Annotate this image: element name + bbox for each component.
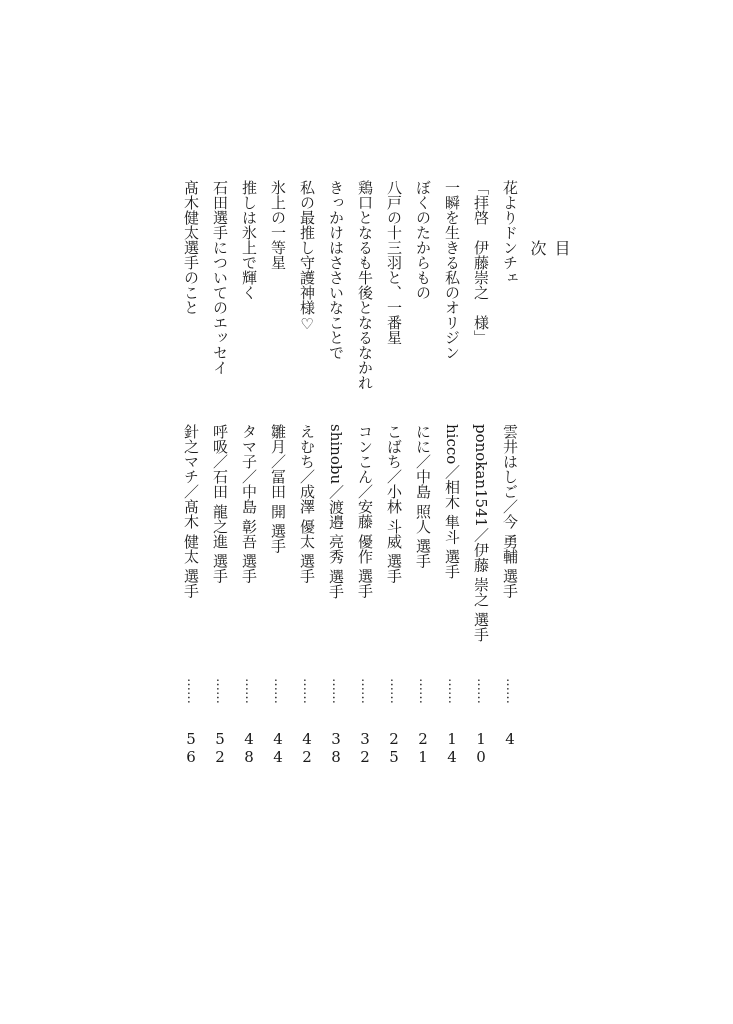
entry-leader: …… bbox=[213, 678, 228, 704]
entry-title: きっかけはささいなことで bbox=[327, 180, 345, 360]
entry-author: タマ子／中島 彰吾 選手 bbox=[240, 424, 258, 584]
entry-author: えむち／成澤 優太 選手 bbox=[298, 424, 316, 584]
entry-leader: …… bbox=[358, 678, 373, 704]
entry-title: 鶏口となるも牛後となるなかれ bbox=[356, 180, 374, 390]
entry-page-number: 25 bbox=[385, 730, 403, 766]
entry-leader: …… bbox=[416, 678, 431, 704]
entry-title: 「拝啓 伊藤崇之 様」 bbox=[472, 180, 490, 345]
entry-page-number: 52 bbox=[211, 730, 229, 766]
entry-author: shinobu／渡邉 亮秀 選手 bbox=[327, 424, 345, 599]
toc-entry[interactable] bbox=[237, 180, 261, 780]
toc-entry[interactable] bbox=[208, 180, 232, 780]
entry-page-number: 44 bbox=[269, 730, 287, 766]
entry-leader: …… bbox=[445, 678, 460, 704]
entry-author: こばち／小林 斗威 選手 bbox=[385, 424, 403, 584]
entry-page-number: 21 bbox=[414, 730, 432, 766]
entry-title: ぼくのたからもの bbox=[414, 180, 432, 300]
toc-heading: 目 次 bbox=[528, 240, 571, 312]
entry-page-number: 38 bbox=[327, 730, 345, 766]
entry-leader: …… bbox=[329, 678, 344, 704]
entry-title: 私の最推し守護神様♡ bbox=[298, 180, 316, 333]
entry-title: 氷上の一等星 bbox=[269, 180, 287, 270]
entry-title: 花よりドンチェ bbox=[501, 180, 519, 285]
entry-author: にに／中島 照人 選手 bbox=[414, 424, 432, 569]
entry-leader: …… bbox=[300, 678, 315, 704]
entry-title: 髙木健太選手のこと bbox=[182, 180, 200, 315]
toc-entry[interactable] bbox=[382, 180, 406, 780]
toc-entry[interactable] bbox=[469, 180, 493, 780]
entry-title: 八戸の十三羽と、一番星 bbox=[385, 180, 403, 345]
toc-entry[interactable] bbox=[440, 180, 464, 780]
entry-author: 呼吸／石田 龍之進 選手 bbox=[211, 424, 229, 584]
toc-entry[interactable] bbox=[324, 180, 348, 780]
entry-author: 針之マチ／髙木 健太 選手 bbox=[182, 424, 200, 599]
toc-entry[interactable] bbox=[295, 180, 319, 780]
toc-entry[interactable] bbox=[353, 180, 377, 780]
entry-page-number: 32 bbox=[356, 730, 374, 766]
entry-leader: …… bbox=[474, 678, 489, 704]
entry-title: 一瞬を生きる私のオリジン bbox=[443, 180, 461, 360]
entry-author: ponokan1541／伊藤 崇之 選手 bbox=[472, 424, 490, 642]
toc-entry[interactable] bbox=[179, 180, 203, 780]
entry-page-number: 10 bbox=[472, 730, 490, 766]
entry-author: 雛月／冨田 開 選手 bbox=[269, 424, 287, 554]
toc-entry[interactable] bbox=[266, 180, 290, 780]
entry-title: 推しは氷上で輝く bbox=[240, 180, 258, 300]
entry-title: 石田選手についてのエッセイ bbox=[211, 180, 229, 375]
entry-page-number: 14 bbox=[443, 730, 461, 766]
entry-leader: …… bbox=[387, 678, 402, 704]
entry-page-number: 48 bbox=[240, 730, 258, 766]
entry-page-number: 56 bbox=[182, 730, 200, 766]
entry-page-number: 4 bbox=[501, 730, 519, 748]
entry-leader: …… bbox=[271, 678, 286, 704]
entry-author: hicco／相木 隼斗 選手 bbox=[443, 424, 461, 579]
toc-entry[interactable] bbox=[411, 180, 435, 780]
entry-page-number: 42 bbox=[298, 730, 316, 766]
toc-entry[interactable] bbox=[498, 180, 522, 780]
entry-leader: …… bbox=[242, 678, 257, 704]
entry-author: 雲井はしご／今 勇輔 選手 bbox=[501, 424, 519, 599]
entry-leader: …… bbox=[503, 678, 518, 704]
entry-author: コンこん／安藤 優作 選手 bbox=[356, 424, 374, 599]
entry-leader: …… bbox=[184, 678, 199, 704]
